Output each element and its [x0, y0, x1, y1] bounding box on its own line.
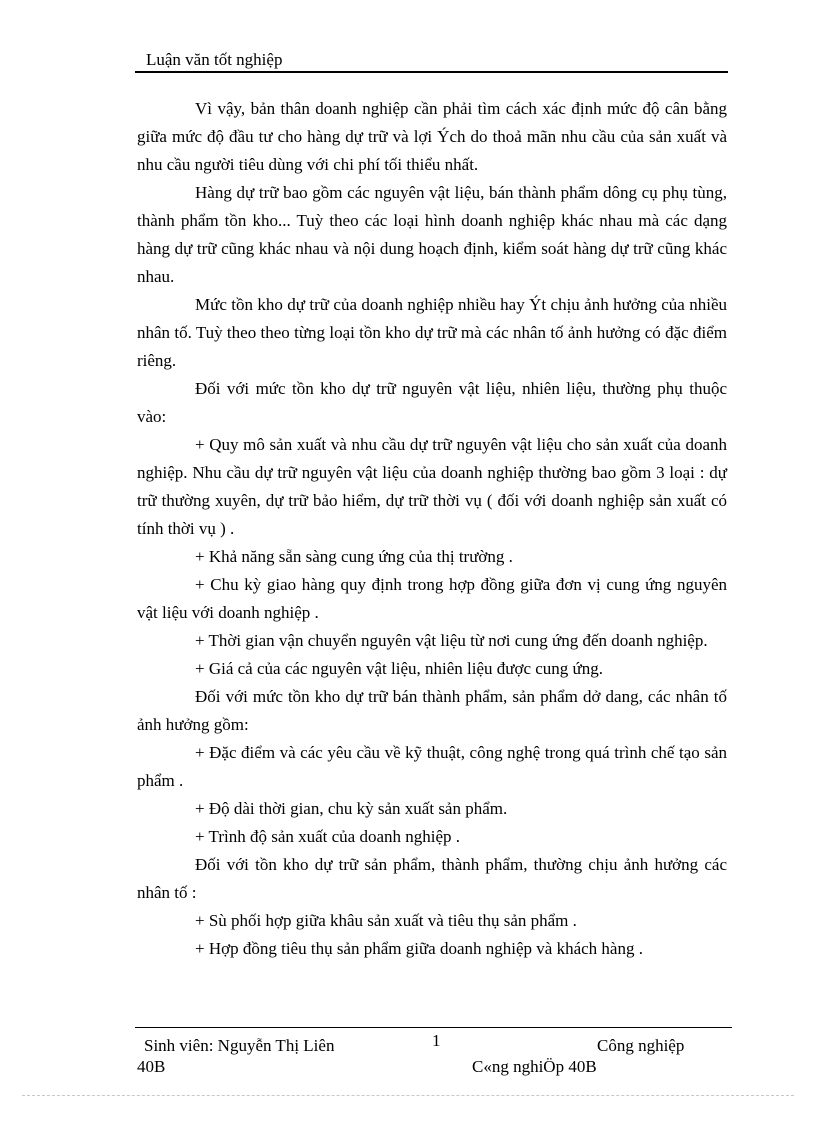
paragraph: Mức tồn kho dự trữ của doanh nghiệp nhiều hay Ýt chịu ảnh hưởng của nhiều nhân tố. Tuỳ theo theo từng loại tồn kho dự trữ mà các nhân tố ảnh hưởng có đặc điểm riêng.	[137, 295, 727, 370]
paragraph: + Đặc điểm và các yêu cầu về kỹ thuật, công nghệ trong quá trình chế tạo sản phẩm .	[137, 743, 727, 790]
footer-student-name: Sinh viên: Nguyễn Thị Liên	[144, 1036, 335, 1055]
paragraph: + Thời gian vận chuyển nguyên vật liệu từ nơi cung ứng đến doanh nghiệp.	[195, 631, 708, 650]
paragraph: + Chu kỳ giao hàng quy định trong hợp đồng giữa đơn vị cung ứng nguyên vật liệu với doanh nghiệp .	[137, 575, 727, 622]
paragraph: + Độ dài thời gian, chu kỳ sản xuất sản phẩm.	[195, 799, 508, 818]
paragraph: + Sù phối hợp giữa khâu sản xuất và tiêu thụ sản phẩm .	[195, 911, 577, 930]
footer-class: 40B	[137, 1057, 166, 1076]
paragraph: + Quy mô sản xuất và nhu cầu dự trữ nguyên vật liệu cho sản xuất của doanh nghiệp. Nhu cầu dự trữ nguyên vật liệu của doanh nghiệp thường bao gồm 3 loại : dự trữ thường xuyên, dự trữ bảo hiểm, dự trữ thời vụ ( đối với doanh nghiệp sản xuất có tính thời vụ ) .	[137, 435, 727, 538]
paragraph: Vì vậy, bản thân doanh nghiệp cần phải tìm cách xác định mức độ cân bằng giữa mức độ đầu tư cho hàng dự trữ và lợi Ých do thoả mãn nhu cầu của sản xuất và nhu cầu người tiêu dùng với chi phí tối thiểu nhất.	[137, 99, 727, 174]
paragraph: + Trình độ sản xuất của doanh nghiệp .	[195, 827, 461, 846]
page-header-title: Luận văn tốt nghiệp	[146, 50, 283, 69]
footer-department-encoded: C«ng nghiÖp 40B	[472, 1057, 597, 1076]
paragraph: + Khả năng sẵn sàng cung ứng của thị trường .	[195, 547, 513, 566]
paragraph: + Hợp đồng tiêu thụ sản phẩm giữa doanh nghiệp và khách hàng .	[195, 939, 643, 958]
document-body	[137, 95, 727, 963]
paragraph: Hàng dự trữ bao gồm các nguyên vật liệu, bán thành phẩm dông cụ phụ tùng, thành phẩm tồn kho... Tuỳ theo các loại hình doanh nghiệp khác nhau mà các dạng hàng dự trữ cũng khác nhau và nội dung hoạch định, kiểm soát hàng dự trữ cũng khác nhau.	[137, 183, 727, 286]
paragraph: Đối với mức tồn kho dự trữ nguyên vật liệu, nhiên liệu, thường phụ thuộc vào:	[137, 379, 727, 426]
header-divider	[135, 71, 728, 73]
paragraph: Đối với mức tồn kho dự trữ bán thành phẩm, sản phẩm dở dang, các nhân tố ảnh hưởng gồm:	[137, 687, 727, 734]
paragraph: + Giá cả của các nguyên vật liệu, nhiên liệu được cung ứng.	[195, 659, 604, 678]
paragraph: Đối với tồn kho dự trữ sản phẩm, thành phẩm, thường chịu ảnh hưởng các nhân tố :	[137, 855, 727, 902]
footer-divider	[135, 1027, 732, 1028]
page-number: 1	[432, 1031, 441, 1050]
footer-department: Công nghiệp	[597, 1036, 685, 1055]
page-boundary	[22, 1095, 794, 1096]
